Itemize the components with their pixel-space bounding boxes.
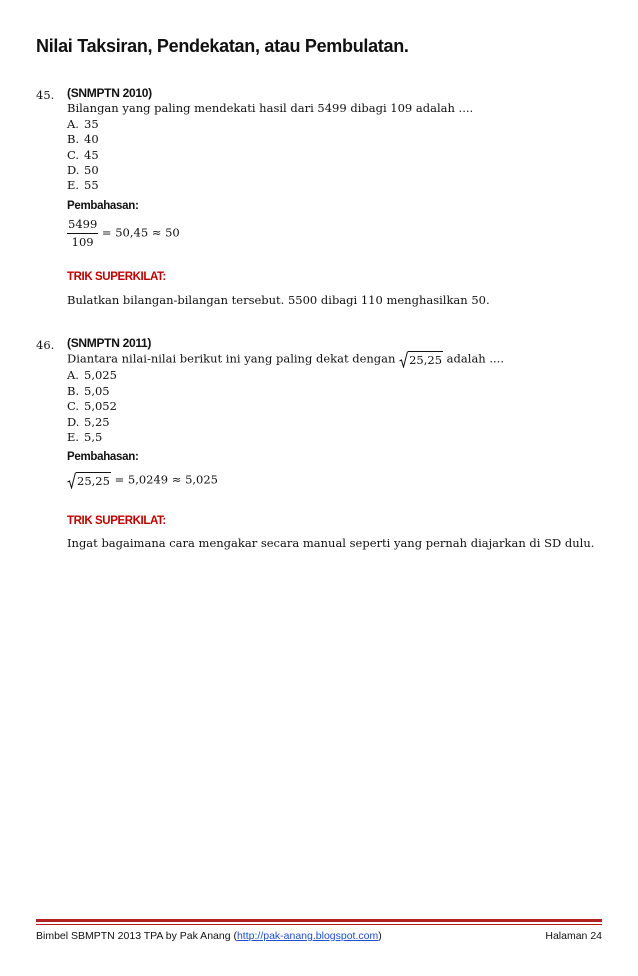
solution-formula (67, 217, 490, 250)
option-text: 40 (84, 132, 99, 147)
option-d (67, 415, 594, 430)
option-a (67, 368, 594, 383)
option-letter: C. (67, 399, 80, 414)
option-e (67, 178, 490, 193)
question-number: 46. (36, 338, 55, 352)
option-c (67, 399, 594, 414)
option-letter: A. (67, 116, 79, 131)
option-e (67, 430, 594, 445)
option-letter: A. (67, 368, 79, 383)
solution-result: = 5,0249 ≈ 5,025 (110, 472, 218, 487)
option-text: 50 (84, 163, 99, 178)
stem-text: Diantara nilai-nilai berikut ini yang paling dekat dengan (67, 351, 400, 366)
option-text: 5,025 (84, 368, 117, 383)
fraction-numerator: 5499 (67, 217, 98, 234)
option-a (67, 117, 490, 132)
option-text: 35 (84, 116, 99, 131)
footer-divider (36, 924, 602, 925)
option-c (67, 148, 490, 163)
question-number: 45. (36, 88, 55, 102)
trik-superkilat-text: Ingat bagaimana cara mengakar secara manual seperti yang pernah diajarkan di SD dulu. (67, 536, 595, 551)
option-b (67, 132, 490, 147)
footer-credit-text: ) (378, 930, 382, 942)
option-text: 5,052 (84, 399, 117, 414)
option-letter: C. (67, 147, 80, 162)
option-text: 5,5 (84, 430, 103, 445)
option-letter: B. (67, 132, 80, 147)
question-46 (67, 336, 594, 552)
question-stem (67, 351, 594, 368)
square-root (399, 351, 443, 368)
trik-superkilat-label: TRIK SUPERKILAT: (67, 514, 166, 527)
footer-credit-text: Bimbel SBMPTN 2013 TPA by Pak Anang ( (36, 930, 237, 942)
option-text: 5,05 (84, 383, 110, 398)
stem-text: adalah .... (443, 351, 504, 366)
question-45 (67, 86, 490, 308)
page-number: Halaman 24 (545, 930, 602, 942)
page-title: Nilai Taksiran, Pendekatan, atau Pembulatan. (36, 36, 409, 56)
fraction-denominator: 109 (71, 235, 94, 250)
trik-superkilat-text: Bulatkan bilangan-bilangan tersebut. 5500 dibagi 110 menghasilkan 50. (67, 292, 490, 307)
radical-sign-icon (67, 472, 76, 489)
radicand: 25,25 (409, 353, 443, 368)
question-source: (SNMPTN 2010) (67, 86, 152, 100)
question-source: (SNMPTN 2011) (67, 336, 152, 350)
option-d (67, 163, 490, 178)
option-text: 5,25 (84, 414, 110, 429)
option-text: 45 (84, 147, 99, 162)
option-letter: E. (67, 430, 80, 445)
option-text: 55 (84, 178, 99, 193)
footer-credit (36, 930, 382, 942)
square-root (67, 472, 111, 489)
pembahasan-label: Pembahasan: (67, 199, 139, 212)
option-letter: D. (67, 414, 80, 429)
option-b (67, 384, 594, 399)
radicand: 25,25 (77, 473, 110, 488)
option-letter: D. (67, 163, 80, 178)
option-letter: E. (67, 178, 80, 193)
footer-divider (36, 919, 602, 922)
question-stem: Bilangan yang paling mendekati hasil dari 5499 dibagi 109 adalah .... (67, 101, 474, 116)
pembahasan-label: Pembahasan: (67, 451, 139, 464)
solution-result: = 50,45 ≈ 50 (98, 225, 180, 240)
option-letter: B. (67, 383, 80, 398)
footer-link[interactable]: http://pak-anang.blogspot.com (236, 930, 379, 942)
radical-sign-icon (399, 351, 408, 368)
fraction (67, 217, 98, 250)
solution-formula (67, 472, 594, 489)
trik-superkilat-label: TRIK SUPERKILAT: (67, 271, 166, 284)
